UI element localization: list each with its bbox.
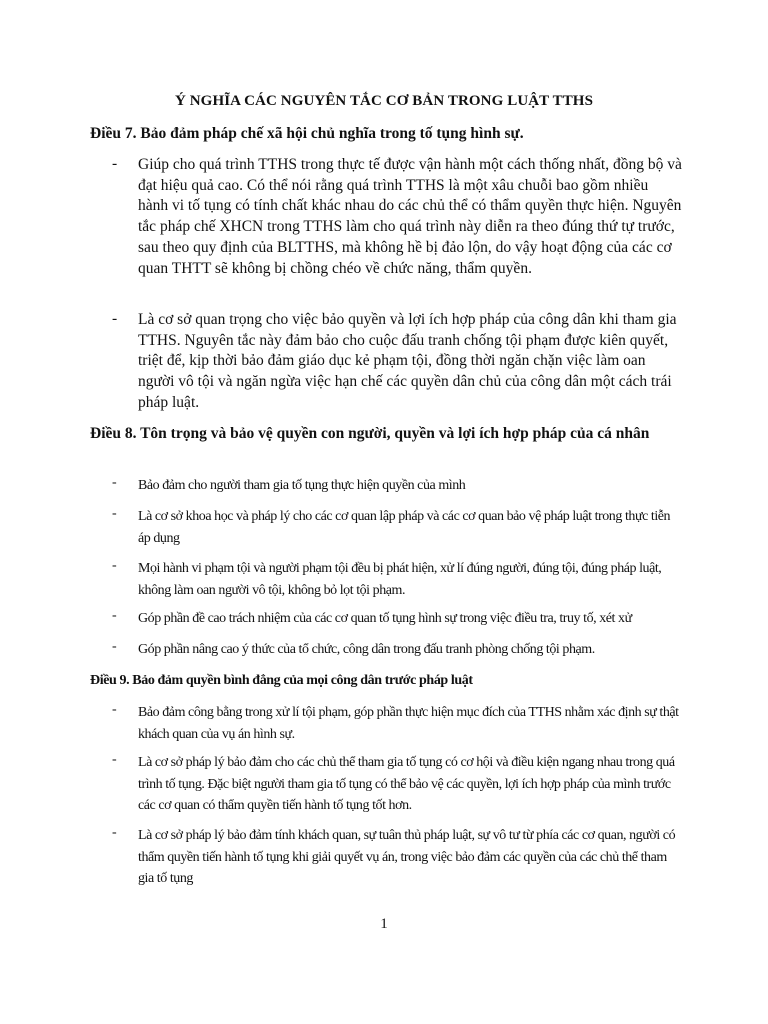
- bullet-dash: -: [112, 506, 117, 521]
- bullet-dash: -: [112, 608, 117, 623]
- page-number: 1: [380, 916, 388, 932]
- list-item: [112, 752, 682, 817]
- list-item: [112, 558, 682, 601]
- bullet-dash: -: [112, 702, 117, 717]
- bullet-dash: -: [112, 752, 117, 767]
- list-item: [112, 310, 682, 414]
- list-item: [112, 825, 682, 890]
- list-item-text: Mọi hành vi phạm tội và người phạm tội đều bị phát hiện, xử lí đúng người, đúng tội, đúng pháp luật, không làm oan người vô tội, không bỏ lọt tội phạm.: [138, 561, 662, 598]
- list-item-text: Giúp cho quá trình TTHS trong thực tế được vận hành một cách thống nhất, đồng bộ và đạt hiệu quả cao. Có thể nói rằng quá trình TTHS là một xâu chuỗi bao gồm nhiều hành vi tố tụng có tính chất khác nhau do các chủ thể có thẩm quyền thực hiện. Nguyên tắc pháp chế XHCN trong TTHS làm cho quá trình này diễn ra theo đúng thứ tự trước, sau theo quy định của BLTTHS, mà không hề bị đảo lộn, do vậy hoạt động của các cơ quan THTT sẽ không bị chồng chéo về chức năng, thẩm quyền.: [138, 156, 682, 277]
- list-item: [112, 155, 682, 279]
- list-item-text: Bảo đảm công bằng trong xử lí tội phạm, góp phần thực hiện mục đích của TTHS nhằm xác định sự thật khách quan của vụ án hình sự.: [138, 705, 679, 742]
- list-item: [112, 639, 682, 661]
- document-title: Ý NGHĨA CÁC NGUYÊN TẮC CƠ BẢN TRONG LUẬT TTHS: [174, 93, 594, 109]
- bullet-dash: -: [112, 639, 117, 654]
- list-item: [112, 702, 682, 745]
- list-item-text: Bảo đảm cho người tham gia tố tụng thực hiện quyền của mình: [138, 478, 466, 493]
- list-item: [112, 608, 682, 630]
- list-item: [112, 506, 682, 549]
- list-item: [112, 475, 682, 497]
- section-heading-dieu-7: Điều 7. Bảo đảm pháp chế xã hội chủ nghĩa trong tố tụng hình sự.: [90, 125, 524, 142]
- list-item-text: Là cơ sở pháp lý bảo đảm tính khách quan, sự tuân thủ pháp luật, sự vô tư từ phía các cơ quan, người có thẩm quyền tiến hành tố tụng khi giải quyết vụ án, trong việc bảo đảm các quyền của các chủ thể tham gia tố tụng: [138, 828, 676, 886]
- list-item-text: Góp phần đề cao trách nhiệm của các cơ quan tố tụng hình sự trong việc điều tra, truy tố, xét xử: [138, 611, 632, 626]
- bullet-dash: -: [112, 825, 117, 840]
- list-item-text: Góp phần nâng cao ý thức của tổ chức, công dân trong đấu tranh phòng chống tội phạm.: [138, 642, 595, 657]
- list-item-text: Là cơ sở khoa học và pháp lý cho các cơ quan lập pháp và các cơ quan bảo vệ pháp luật trong thực tiễn áp dụng: [138, 509, 671, 546]
- bullet-dash: -: [112, 155, 118, 172]
- list-item-text: Là cơ sở pháp lý bảo đảm cho các chủ thể tham gia tố tụng có cơ hội và điều kiện ngang nhau trong quá trình tố tụng. Đặc biệt người tham gia tố tụng có thể bảo vệ các quyền, lợi ích hợp pháp của mình trước các cơ quan có thẩm quyền tiến hành tố tụng tốt hơn.: [138, 755, 675, 813]
- bullet-dash: -: [112, 310, 118, 327]
- section-heading-dieu-8: Điều 8. Tôn trọng và bảo vệ quyền con người, quyền và lợi ích hợp pháp của cá nhân: [90, 425, 650, 442]
- bullet-dash: -: [112, 558, 117, 573]
- list-item-text: Là cơ sở quan trọng cho việc bảo quyền và lợi ích hợp pháp của công dân khi tham gia TTHS. Nguyên tắc này đảm bảo cho cuộc đấu tranh chống tội phạm được kiên quyết, triệt để, kịp thời bảo đảm giáo dục kẻ phạm tội, đồng thời ngăn chặn việc làm oan người vô tội và ngăn ngừa việc hạn chế các quyền dân chủ của công dân một cách trái pháp luật.: [138, 311, 677, 411]
- section-heading-dieu-9: Điều 9. Bảo đảm quyền bình đẳng của mọi công dân trước pháp luật: [90, 673, 473, 688]
- bullet-dash: -: [112, 475, 117, 490]
